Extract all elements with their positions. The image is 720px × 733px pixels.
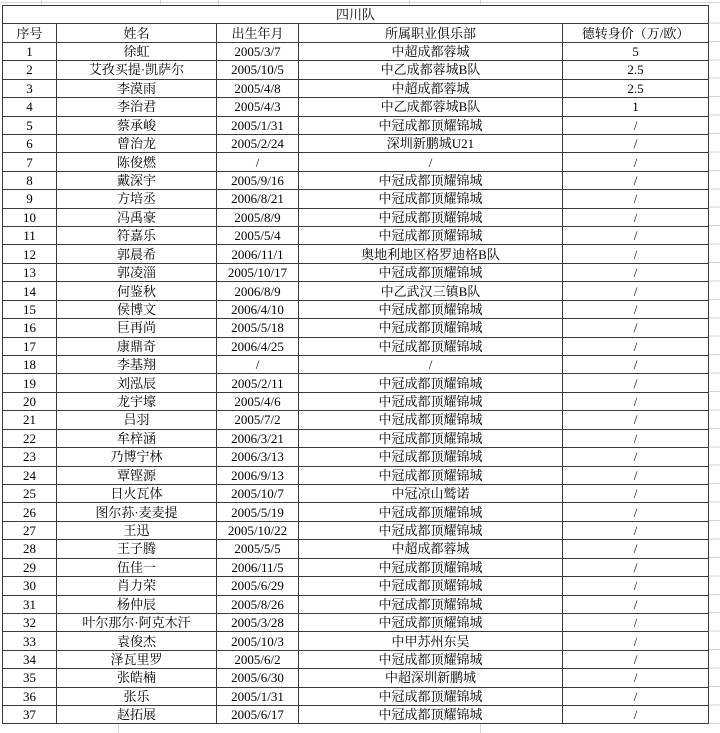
cell-name[interactable]: 吕羽 <box>57 411 217 429</box>
table-body <box>3 42 709 724</box>
cell-no[interactable]: 32 <box>3 613 57 631</box>
cell-name[interactable]: 艾孜买提·凯萨尔 <box>57 61 217 79</box>
cell-birth[interactable]: 2005/1/31 <box>217 116 299 134</box>
table-row <box>3 558 709 576</box>
table-row <box>3 42 709 60</box>
cell-birth[interactable]: 2005/6/30 <box>217 669 299 687</box>
cell-birth[interactable]: / <box>217 356 299 374</box>
cell-birth[interactable]: 2006/8/21 <box>217 190 299 208</box>
cell-value[interactable]: / <box>563 429 709 447</box>
cell-club[interactable]: 中冠成都顶耀锦城 <box>299 337 563 355</box>
cell-club[interactable]: 中冠成都顶耀锦城 <box>299 558 563 576</box>
cell-no[interactable]: 10 <box>3 208 57 226</box>
cell-value[interactable]: / <box>563 540 709 558</box>
cell-name[interactable]: 郭晨希 <box>57 245 217 263</box>
cell-no[interactable]: 20 <box>3 392 57 410</box>
table-row <box>3 79 709 97</box>
cell-value[interactable]: / <box>563 263 709 281</box>
cell-name[interactable]: 陈俊燃 <box>57 153 217 171</box>
cell-birth[interactable]: / <box>217 153 299 171</box>
cell-value[interactable]: / <box>563 448 709 466</box>
cell-no[interactable]: 14 <box>3 282 57 300</box>
cell-name[interactable]: 符嘉乐 <box>57 227 217 245</box>
table-row <box>3 577 709 595</box>
cell-club[interactable]: 中冠成都顶耀锦城 <box>299 429 563 447</box>
cell-birth[interactable]: 2005/1/31 <box>217 687 299 705</box>
table-row <box>3 61 709 79</box>
cell-name[interactable]: 侯博文 <box>57 300 217 318</box>
cell-value[interactable]: / <box>563 153 709 171</box>
cell-club[interactable]: 中冠成都顶耀锦城 <box>299 190 563 208</box>
cell-value[interactable]: / <box>563 687 709 705</box>
table-row <box>3 669 709 687</box>
cell-name[interactable]: 巨再尚 <box>57 319 217 337</box>
cell-birth[interactable]: 2005/5/5 <box>217 540 299 558</box>
cell-club[interactable]: 中冠成都顶耀锦城 <box>299 613 563 631</box>
cell-value[interactable]: / <box>563 706 709 724</box>
table-row <box>3 263 709 281</box>
cell-birth[interactable]: 2006/4/25 <box>217 337 299 355</box>
cell-club[interactable]: 中甲苏州东吴 <box>299 632 563 650</box>
cell-name[interactable]: 刘泓辰 <box>57 374 217 392</box>
cell-club[interactable]: 中冠凉山鹫诺 <box>299 484 563 502</box>
cell-birth[interactable]: 2005/7/2 <box>217 411 299 429</box>
table-row <box>3 706 709 724</box>
cell-no[interactable]: 19 <box>3 374 57 392</box>
cell-birth[interactable]: 2005/8/26 <box>217 595 299 613</box>
cell-value[interactable]: / <box>563 558 709 576</box>
cell-no[interactable]: 6 <box>3 134 57 152</box>
cell-club[interactable]: 中冠成都顶耀锦城 <box>299 521 563 539</box>
cell-name[interactable]: 图尔荪·麦麦提 <box>57 503 217 521</box>
table-row <box>3 319 709 337</box>
cell-value[interactable]: / <box>563 282 709 300</box>
cell-no[interactable]: 23 <box>3 448 57 466</box>
table-row <box>3 153 709 171</box>
cell-name[interactable]: 赵拓展 <box>57 706 217 724</box>
cell-name[interactable]: 肖力荣 <box>57 577 217 595</box>
table-row <box>3 503 709 521</box>
col-header-name[interactable]: 姓名 <box>57 24 217 42</box>
cell-value[interactable]: / <box>563 208 709 226</box>
cell-value[interactable]: / <box>563 613 709 631</box>
cell-club[interactable]: 中冠成都顶耀锦城 <box>299 227 563 245</box>
cell-no[interactable]: 27 <box>3 521 57 539</box>
table-row <box>3 282 709 300</box>
cell-name[interactable]: 龙宇壕 <box>57 392 217 410</box>
sheet-gridline-horizontal <box>0 2 720 3</box>
cell-no[interactable]: 9 <box>3 190 57 208</box>
cell-name[interactable]: 泽瓦里罗 <box>57 650 217 668</box>
table-row <box>3 448 709 466</box>
cell-club[interactable]: 中乙成都蓉城B队 <box>299 98 563 116</box>
cell-no[interactable]: 18 <box>3 356 57 374</box>
cell-club[interactable]: 中冠成都顶耀锦城 <box>299 263 563 281</box>
cell-club[interactable]: 中冠成都顶耀锦城 <box>299 171 563 189</box>
cell-no[interactable]: 4 <box>3 98 57 116</box>
cell-birth[interactable]: 2005/3/28 <box>217 613 299 631</box>
cell-club[interactable]: 中超成都蓉城 <box>299 42 563 60</box>
cell-birth[interactable]: 2005/4/6 <box>217 392 299 410</box>
cell-name[interactable]: 郭凌淄 <box>57 263 217 281</box>
cell-club[interactable]: 中冠成都顶耀锦城 <box>299 466 563 484</box>
cell-value[interactable]: / <box>563 521 709 539</box>
cell-no[interactable]: 1 <box>3 42 57 60</box>
cell-club[interactable]: 中冠成都顶耀锦城 <box>299 687 563 705</box>
cell-birth[interactable]: 2005/10/3 <box>217 632 299 650</box>
player-roster-table <box>2 5 709 724</box>
cell-club[interactable]: 中冠成都顶耀锦城 <box>299 577 563 595</box>
cell-birth[interactable]: 2005/5/19 <box>217 503 299 521</box>
cell-value[interactable]: 5 <box>563 42 709 60</box>
cell-no[interactable]: 11 <box>3 227 57 245</box>
cell-no[interactable]: 8 <box>3 171 57 189</box>
cell-no[interactable]: 31 <box>3 595 57 613</box>
cell-name[interactable]: 张乐 <box>57 687 217 705</box>
table-row <box>3 392 709 410</box>
cell-club[interactable]: 中冠成都顶耀锦城 <box>299 374 563 392</box>
table-row <box>3 116 709 134</box>
cell-value[interactable]: / <box>563 374 709 392</box>
cell-club[interactable]: 中冠成都顶耀锦城 <box>299 116 563 134</box>
cell-club[interactable]: / <box>299 153 563 171</box>
cell-no[interactable]: 2 <box>3 61 57 79</box>
cell-club[interactable]: 深圳新鹏城U21 <box>299 134 563 152</box>
title-row <box>3 6 709 24</box>
table-row <box>3 687 709 705</box>
cell-no[interactable]: 5 <box>3 116 57 134</box>
cell-club[interactable]: 中超成都蓉城 <box>299 540 563 558</box>
table-row <box>3 134 709 152</box>
table-row <box>3 98 709 116</box>
cell-name[interactable]: 李治君 <box>57 98 217 116</box>
cell-name[interactable]: 李漠雨 <box>57 79 217 97</box>
table-row <box>3 632 709 650</box>
table-row <box>3 429 709 447</box>
cell-club[interactable]: 中冠成都顶耀锦城 <box>299 448 563 466</box>
cell-club[interactable]: 中冠成都顶耀锦城 <box>299 208 563 226</box>
cell-value[interactable]: 2.5 <box>563 61 709 79</box>
table-title-cell[interactable]: 四川队 <box>3 6 709 24</box>
cell-no[interactable]: 15 <box>3 300 57 318</box>
table-row <box>3 595 709 613</box>
sheet-gridline-tick <box>118 724 119 733</box>
cell-value[interactable]: / <box>563 392 709 410</box>
cell-no[interactable]: 29 <box>3 558 57 576</box>
cell-birth[interactable]: 2005/10/22 <box>217 521 299 539</box>
cell-club[interactable]: / <box>299 356 563 374</box>
cell-value[interactable]: / <box>563 632 709 650</box>
cell-club[interactable]: 中乙武汉三镇B队 <box>299 282 563 300</box>
cell-club[interactable]: 中冠成都顶耀锦城 <box>299 411 563 429</box>
cell-birth[interactable]: 2005/4/8 <box>217 79 299 97</box>
cell-club[interactable]: 中冠成都顶耀锦城 <box>299 503 563 521</box>
table-row <box>3 411 709 429</box>
cell-name[interactable]: 张皓楠 <box>57 669 217 687</box>
cell-club[interactable]: 中冠成都顶耀锦城 <box>299 706 563 724</box>
cell-birth[interactable]: 2006/8/9 <box>217 282 299 300</box>
cell-no[interactable]: 33 <box>3 632 57 650</box>
table-row <box>3 356 709 374</box>
table-row <box>3 650 709 668</box>
cell-club[interactable]: 中冠成都顶耀锦城 <box>299 650 563 668</box>
cell-birth[interactable]: 2006/11/1 <box>217 245 299 263</box>
cell-birth[interactable]: 2006/4/10 <box>217 300 299 318</box>
cell-name[interactable]: 康鼎奇 <box>57 337 217 355</box>
cell-birth[interactable]: 2005/2/24 <box>217 134 299 152</box>
cell-value[interactable]: / <box>563 669 709 687</box>
cell-name[interactable]: 冯禹豪 <box>57 208 217 226</box>
cell-value[interactable]: / <box>563 319 709 337</box>
cell-value[interactable]: / <box>563 411 709 429</box>
cell-birth[interactable]: 2005/10/17 <box>217 263 299 281</box>
cell-birth[interactable]: 2005/10/7 <box>217 484 299 502</box>
table-row <box>3 521 709 539</box>
cell-name[interactable]: 叶尔那尔·阿克木汗 <box>57 613 217 631</box>
cell-no[interactable]: 28 <box>3 540 57 558</box>
cell-value[interactable]: / <box>563 595 709 613</box>
cell-name[interactable]: 伍佳一 <box>57 558 217 576</box>
table-row <box>3 245 709 263</box>
cell-name[interactable]: 日火瓦体 <box>57 484 217 502</box>
cell-value[interactable]: / <box>563 484 709 502</box>
sheet-gridline-tick <box>480 724 481 733</box>
cell-birth[interactable]: 2005/4/3 <box>217 98 299 116</box>
cell-no[interactable]: 36 <box>3 687 57 705</box>
cell-value[interactable]: / <box>563 116 709 134</box>
cell-no[interactable]: 13 <box>3 263 57 281</box>
cell-name[interactable]: 方培丞 <box>57 190 217 208</box>
table-row <box>3 540 709 558</box>
cell-birth[interactable]: 2006/11/5 <box>217 558 299 576</box>
cell-birth[interactable]: 2005/6/29 <box>217 577 299 595</box>
cell-name[interactable]: 戴深宇 <box>57 171 217 189</box>
cell-club[interactable]: 奥地利地区格罗迪格B队 <box>299 245 563 263</box>
cell-no[interactable]: 37 <box>3 706 57 724</box>
table-row <box>3 374 709 392</box>
cell-name[interactable]: 王子腾 <box>57 540 217 558</box>
cell-no[interactable]: 7 <box>3 153 57 171</box>
table-row <box>3 171 709 189</box>
cell-no[interactable]: 12 <box>3 245 57 263</box>
cell-value[interactable]: 2.5 <box>563 79 709 97</box>
cell-name[interactable]: 蔡承峻 <box>57 116 217 134</box>
cell-name[interactable]: 牟梓涵 <box>57 429 217 447</box>
table-row <box>3 190 709 208</box>
cell-no[interactable]: 3 <box>3 79 57 97</box>
cell-club[interactable]: 中冠成都顶耀锦城 <box>299 595 563 613</box>
cell-name[interactable]: 王迅 <box>57 521 217 539</box>
cell-value[interactable]: / <box>563 577 709 595</box>
header-row <box>3 24 709 42</box>
cell-no[interactable]: 21 <box>3 411 57 429</box>
cell-value[interactable]: / <box>563 171 709 189</box>
cell-name[interactable]: 杨仲辰 <box>57 595 217 613</box>
col-header-value[interactable]: 德转身价（万/欧） <box>563 24 709 42</box>
table-row <box>3 208 709 226</box>
col-header-club[interactable]: 所属职业俱乐部 <box>299 24 563 42</box>
cell-value[interactable]: / <box>563 650 709 668</box>
cell-name[interactable]: 乃博宁林 <box>57 448 217 466</box>
cell-birth[interactable]: 2005/6/2 <box>217 650 299 668</box>
cell-name[interactable]: 李基翔 <box>57 356 217 374</box>
cell-birth[interactable]: 2006/3/21 <box>217 429 299 447</box>
cell-no[interactable]: 30 <box>3 577 57 595</box>
cell-value[interactable]: / <box>563 134 709 152</box>
cell-birth[interactable]: 2005/8/9 <box>217 208 299 226</box>
cell-no[interactable]: 22 <box>3 429 57 447</box>
table-row <box>3 466 709 484</box>
col-header-no[interactable]: 序号 <box>3 24 57 42</box>
cell-birth[interactable]: 2006/9/13 <box>217 466 299 484</box>
cell-name[interactable]: 曾治龙 <box>57 134 217 152</box>
cell-value[interactable]: / <box>563 466 709 484</box>
cell-birth[interactable]: 2005/5/18 <box>217 319 299 337</box>
cell-birth[interactable]: 2005/10/5 <box>217 61 299 79</box>
cell-no[interactable]: 35 <box>3 669 57 687</box>
cell-club[interactable]: 中超深圳新鹏城 <box>299 669 563 687</box>
table-row <box>3 337 709 355</box>
table-row <box>3 613 709 631</box>
cell-name[interactable]: 袁俊杰 <box>57 632 217 650</box>
table-row <box>3 300 709 318</box>
cell-value[interactable]: / <box>563 300 709 318</box>
cell-no[interactable]: 24 <box>3 466 57 484</box>
sheet-gridlines-right <box>708 5 720 724</box>
cell-value[interactable]: / <box>563 245 709 263</box>
cell-value[interactable]: / <box>563 227 709 245</box>
cell-club[interactable]: 中乙成都蓉城B队 <box>299 61 563 79</box>
cell-value[interactable]: / <box>563 337 709 355</box>
cell-no[interactable]: 26 <box>3 503 57 521</box>
cell-value[interactable]: / <box>563 356 709 374</box>
col-header-birth[interactable]: 出生年月 <box>217 24 299 42</box>
cell-club[interactable]: 中冠成都顶耀锦城 <box>299 319 563 337</box>
cell-club[interactable]: 中超成都蓉城 <box>299 79 563 97</box>
cell-birth[interactable]: 2005/5/4 <box>217 227 299 245</box>
cell-name[interactable]: 覃铿源 <box>57 466 217 484</box>
cell-value[interactable]: / <box>563 190 709 208</box>
cell-birth[interactable]: 2006/3/13 <box>217 448 299 466</box>
cell-value[interactable]: / <box>563 503 709 521</box>
cell-no[interactable]: 17 <box>3 337 57 355</box>
cell-name[interactable]: 徐虹 <box>57 42 217 60</box>
table-row <box>3 484 709 502</box>
cell-no[interactable]: 16 <box>3 319 57 337</box>
cell-club[interactable]: 中冠成都顶耀锦城 <box>299 300 563 318</box>
cell-name[interactable]: 何鉴秋 <box>57 282 217 300</box>
cell-value[interactable]: 1 <box>563 98 709 116</box>
cell-no[interactable]: 34 <box>3 650 57 668</box>
cell-birth[interactable]: 2005/3/7 <box>217 42 299 60</box>
cell-birth[interactable]: 2005/6/17 <box>217 706 299 724</box>
cell-no[interactable]: 25 <box>3 484 57 502</box>
cell-birth[interactable]: 2005/2/11 <box>217 374 299 392</box>
table-row <box>3 227 709 245</box>
cell-birth[interactable]: 2005/9/16 <box>217 171 299 189</box>
cell-club[interactable]: 中冠成都顶耀锦城 <box>299 392 563 410</box>
